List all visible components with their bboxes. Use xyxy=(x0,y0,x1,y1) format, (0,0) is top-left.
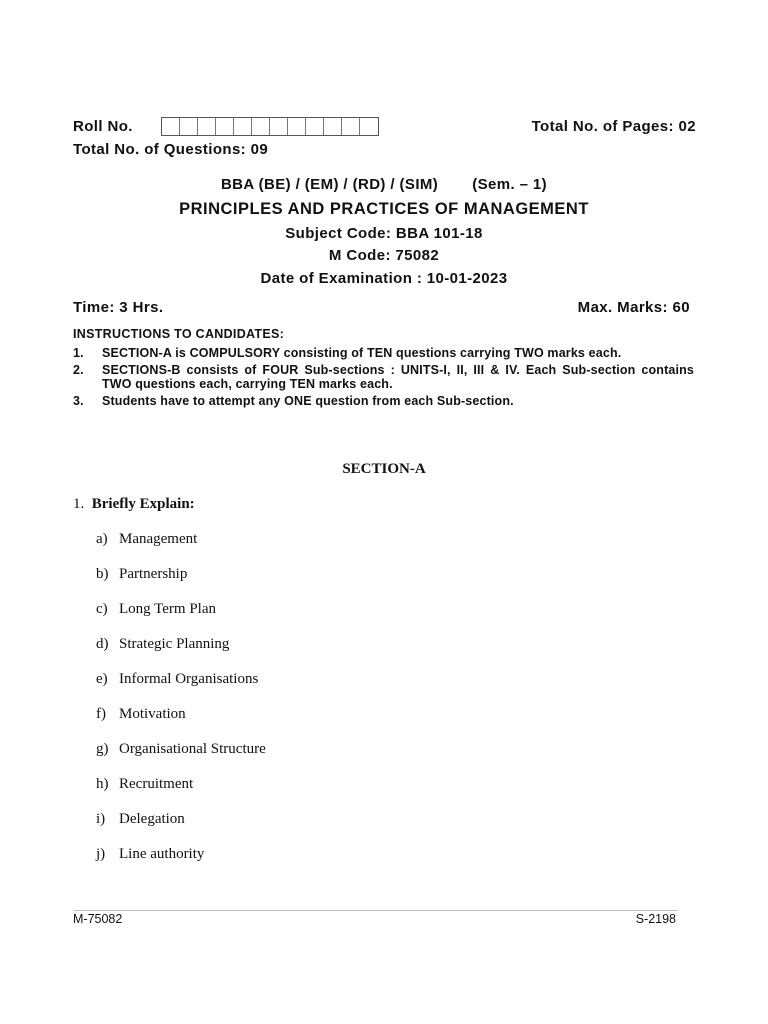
roll-no-box xyxy=(198,118,216,135)
part-label: h) xyxy=(96,776,109,792)
question-part xyxy=(96,531,266,566)
part-label: a) xyxy=(96,531,108,547)
question-part xyxy=(96,636,266,671)
part-text: Informal Organisations xyxy=(119,671,259,687)
instruction-text: SECTIONS-B consists of FOUR Sub-sections : UNITS-I, II, III & IV. Each Sub-section contains TWO questions each, carrying TEN marks each. xyxy=(102,362,694,391)
part-label: e) xyxy=(96,671,108,687)
roll-no-box xyxy=(288,118,306,135)
question-part xyxy=(96,706,266,741)
question-part xyxy=(96,776,266,811)
footer-paper-code: S-2198 xyxy=(635,912,676,926)
paper-title: PRINCIPLES AND PRACTICES OF MANAGEMENT xyxy=(179,200,589,218)
roll-no-box xyxy=(252,118,270,135)
question-part xyxy=(96,566,266,601)
instruction-number: 3. xyxy=(73,393,84,408)
question-parts-list xyxy=(96,531,266,881)
part-text: Recruitment xyxy=(119,776,194,792)
part-text: Management xyxy=(119,531,198,547)
part-text: Partnership xyxy=(119,566,188,582)
exam-date: Date of Examination : 10-01-2023 xyxy=(260,270,508,287)
program-line xyxy=(0,176,768,193)
roll-no-boxes xyxy=(161,117,379,136)
instruction-text: SECTION-A is COMPULSORY consisting of TEN questions carrying TWO marks each. xyxy=(102,346,622,360)
roll-no-box xyxy=(216,118,234,135)
roll-no-box xyxy=(306,118,324,135)
part-label: f) xyxy=(96,706,106,722)
part-label: d) xyxy=(96,636,109,652)
part-text: Organisational Structure xyxy=(119,741,266,757)
question-part xyxy=(96,811,266,846)
roll-no-box xyxy=(162,118,180,135)
part-label: b) xyxy=(96,566,109,582)
subject-code: Subject Code: BBA 101-18 xyxy=(285,225,483,242)
part-label: j) xyxy=(96,846,106,862)
instruction-item xyxy=(73,394,694,409)
instructions-list xyxy=(73,346,694,410)
part-text: Long Term Plan xyxy=(119,601,216,617)
roll-no-box xyxy=(234,118,252,135)
total-pages: Total No. of Pages: 02 xyxy=(531,118,696,135)
question-part xyxy=(96,671,266,706)
program-name: BBA (BE) / (EM) / (RD) / (SIM) xyxy=(220,176,439,193)
roll-no-label: Roll No. xyxy=(73,118,133,135)
roll-no-box xyxy=(360,118,378,135)
part-text: Line authority xyxy=(119,846,205,862)
question-part xyxy=(96,601,266,636)
part-text: Strategic Planning xyxy=(119,636,230,652)
instruction-number: 1. xyxy=(73,346,84,360)
section-a-title: SECTION-A xyxy=(342,461,426,477)
semester: (Sem. – 1) xyxy=(472,176,548,193)
instruction-text: Students have to attempt any ONE question from each Sub-section. xyxy=(102,393,514,408)
question-text: Briefly Explain: xyxy=(91,496,195,512)
part-label: i) xyxy=(96,811,106,827)
time-allowed: Time: 3 Hrs. xyxy=(73,299,164,316)
roll-no-box xyxy=(270,118,288,135)
question-number: 1. xyxy=(73,496,85,512)
roll-no-box xyxy=(342,118,360,135)
question-1 xyxy=(73,496,195,513)
part-text: Motivation xyxy=(119,706,186,722)
part-label: g) xyxy=(96,741,109,757)
instruction-item xyxy=(73,346,694,361)
instruction-number: 2. xyxy=(73,362,84,377)
instructions-title: INSTRUCTIONS TO CANDIDATES: xyxy=(73,327,285,341)
total-questions: Total No. of Questions: 09 xyxy=(73,141,269,158)
m-code: M Code: 75082 xyxy=(328,247,440,264)
max-marks: Max. Marks: 60 xyxy=(577,299,690,316)
question-part xyxy=(96,741,266,776)
roll-no-box xyxy=(180,118,198,135)
roll-no-box xyxy=(324,118,342,135)
instruction-item xyxy=(73,363,694,392)
footer-m-code: M-75082 xyxy=(73,912,123,926)
question-part xyxy=(96,846,266,881)
part-text: Delegation xyxy=(119,811,185,827)
part-label: c) xyxy=(96,601,108,617)
footer-divider xyxy=(73,910,678,911)
